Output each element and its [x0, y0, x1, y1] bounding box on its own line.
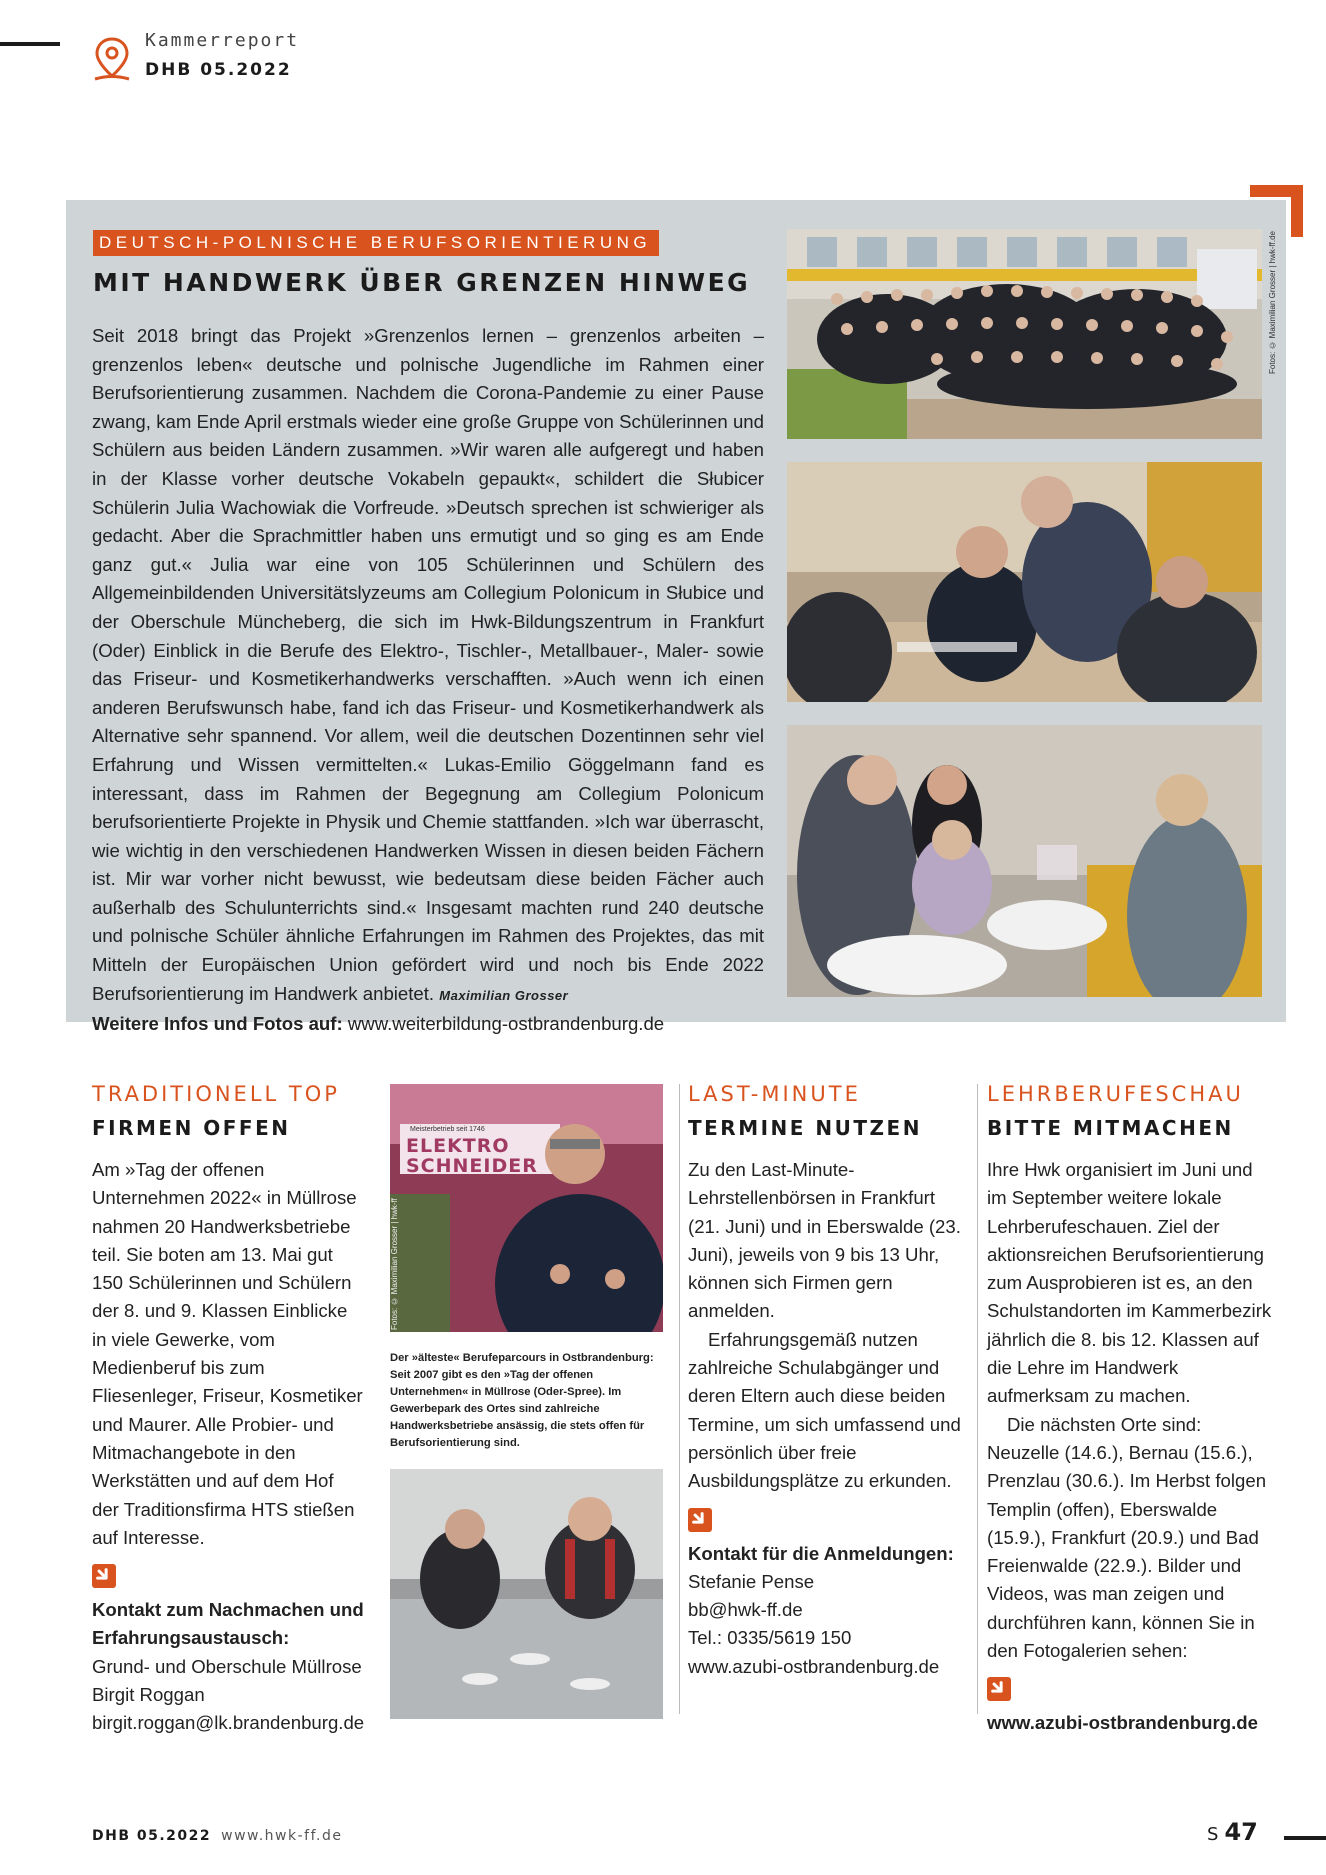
col2-photo-credit: Fotos: © Maximilian Grosser | hwk-ff — [390, 1198, 399, 1330]
col3-kicker: LAST-MINUTE — [688, 1082, 861, 1106]
arrow-right-icon — [688, 1508, 712, 1532]
photo-elektro-schneider — [390, 1084, 663, 1332]
col4-text — [987, 1156, 1277, 1738]
top-left-rule — [0, 42, 60, 46]
page-number-value: 47 — [1224, 1818, 1258, 1846]
footer-left — [92, 1828, 342, 1844]
footer-issue: DHB 05.2022 — [92, 1828, 212, 1844]
location-pin-icon — [92, 36, 132, 82]
column-termine-nutzen — [688, 1082, 970, 1681]
photo-metal-workshop — [390, 1469, 663, 1719]
col3-contact-url[interactable]: www.azubi-ostbrandenburg.de — [688, 1655, 940, 1677]
col2-caption: Der »älteste« Berufeparcours in Ostbrandenburg: Seit 2007 gibt es den »Tag der offenen Unternehmen« in Müllrose (Oder-Spree). Im Gewerbepark des Ortes sind zahlreiche Handwerksbetriebe ansässig, die stets offen für Berufsorientierung sind. — [390, 1352, 654, 1449]
feature-photo-credit: Fotos: © Maximilian Grosser | hwk-ff.de — [1268, 231, 1277, 374]
footer-rule — [1284, 1836, 1326, 1840]
col4-kicker: LEHRBERUFESCHAU — [987, 1082, 1244, 1106]
feature-byline: Maximilian Grosser — [439, 987, 569, 1003]
column-divider — [977, 1084, 978, 1714]
col1-contact-email[interactable]: birgit.roggan@lk.brandenburg.de — [92, 1712, 365, 1734]
page-prefix: S — [1207, 1824, 1219, 1845]
col1-contact-line: Grund- und Oberschule Müllrose — [92, 1655, 362, 1677]
col3-contact-email[interactable]: bb@hwk-ff.de — [688, 1599, 803, 1621]
col1-kicker: TRADITIONELL TOP — [92, 1082, 340, 1106]
header-issue: DHB 05.2022 — [145, 60, 292, 80]
col4-para1: Ihre Hwk organisiert im Juni und im September weitere lokale Lehrberufeschauen. Ziel der aktionsreichen Berufsorientierung zum Ausprobieren ist es, an den Schulstandorten im Kammerbezirk jährlich die 8. bis 12. Klassen auf die Lehre im Handwerk aufmerksam zu machen. — [987, 1159, 1272, 1407]
feature-title: MIT HANDWERK ÜBER GRENZEN HINWEG — [93, 268, 751, 297]
corner-accent-vertical — [1291, 185, 1303, 237]
col1-contact-label: Kontakt zum Nachmachen und Erfahrungsaustausch: — [92, 1599, 364, 1649]
feature-more-link[interactable]: www.weiterbildung-ostbrandenburg.de — [347, 1013, 665, 1035]
col4-title: BITTE MITMACHEN — [987, 1116, 1234, 1140]
column-firmen-offen — [92, 1082, 364, 1738]
feature-more-label: Weitere Infos und Fotos auf: — [92, 1013, 343, 1035]
arrow-right-icon — [92, 1564, 116, 1588]
col3-contact-line: Stefanie Pense — [688, 1570, 815, 1592]
column-bitte-mitmachen — [987, 1082, 1277, 1738]
column-divider — [679, 1084, 680, 1714]
col3-para1: Zu den Last-Minute-Lehrstellenbörsen in Frankfurt (21. Juni) und in Eberswalde (23. Juni), jeweils von 9 bis 13 Uhr, können sich Firmen gern anmelden. — [688, 1159, 961, 1322]
arrow-right-icon — [987, 1677, 1011, 1701]
photo-group — [787, 229, 1262, 439]
feature-body — [92, 322, 764, 1039]
header-kicker: Kammerreport — [145, 30, 300, 51]
col1-title: FIRMEN OFFEN — [92, 1116, 291, 1140]
elektro-sign-small: Meisterbetrieb seit 1746 — [410, 1126, 485, 1133]
col1-body: Am »Tag der offenen Unternehmen 2022« in Müllrose nahmen 20 Handwerksbetriebe teil. Sie boten am 13. Mai gut 150 Schülerinnen und Schülern der 8. und 9. Klassen Einblicke in viele Gewerke, vom Medienberuf bis zum Fliesenleger, Friseur, Kosmetiker und Maurer. Alle Probier- und Mitmachangebote in den Werkstätten und auf dem Hof der Traditionsfirma HTS stießen auf Interesse. — [92, 1159, 363, 1548]
col4-para2: Die nächsten Orte sind: Neuzelle (14.6.), Bernau (15.6.), Prenzlau (30.6.). Im Herbst folgen Templin (offen), Eberswalde (15.9.), Frankfurt (20.9.) und Bad Freienwalde (22.9.). Bilder und Videos, was man zeigen und durchführen kann, können Sie in den Fotogalerien sehen: — [987, 1413, 1267, 1662]
col3-text — [688, 1156, 970, 1681]
col3-para2: Erfahrungsgemäß nutzen zahlreiche Schulabgänger und deren Eltern auch diese beiden Termine, um sich umfassend und persönlich über freie Ausbildungsplätze zu erkunden. — [688, 1328, 961, 1492]
page-number — [1207, 1818, 1258, 1846]
col1-text — [92, 1156, 364, 1738]
col3-title: TERMINE NUTZEN — [688, 1116, 922, 1140]
footer-url[interactable]: www.hwk-ff.de — [221, 1828, 343, 1844]
col3-contact-phone: Tel.: 0335/5619 150 — [688, 1627, 852, 1649]
col1-contact-line: Birgit Roggan — [92, 1684, 205, 1706]
photo-salon — [787, 725, 1262, 997]
col4-link[interactable]: www.azubi-ostbrandenburg.de — [987, 1712, 1258, 1734]
photo-workshop — [787, 462, 1262, 702]
col3-contact-label: Kontakt für die Anmeldungen: — [688, 1542, 954, 1564]
elektro-sign: ELEKTRO SCHNEIDER — [406, 1135, 538, 1177]
feature-tag: DEUTSCH-POLNISCHE BERUFSORIENTIERUNG — [93, 230, 659, 256]
feature-body-text: Seit 2018 bringt das Projekt »Grenzenlos lernen – grenzenlos arbeiten – grenzenlos leben« deutsche und polnische Jugendliche im Rahmen einer Berufsorientierung zusammen. Nachdem die Corona-Pandemie zu einer Pause zwang, kam Ende April erstmals wieder eine große Gruppe von Schülerinnen und Schülern aus beiden Ländern zusammen. »Wir waren alle aufgeregt und haben in der Klasse vorher deutsche Vokabeln gepaukt«, schildert die Słubicer Schülerin Julia Wachowiak die Vorfreude. »Deutsch sprechen ist schwieriger als gedacht. Aber die Sprachmittler haben uns ermutigt und so ging es am Ende ganz gut.« Julia war eine von 105 Schülerinnen und Schülern des Allgemeinbildenden Universitätslyzeums am Collegium Polonicum in Słubice und der Oberschule Müncheberg, die sich im Hwk-Bildungszentrum in Frankfurt (Oder) Einblick in die Berufe des Elektro-, Tischler-, Metallbauer-, Maler- sowie das Friseur- und Kosmetikerhandwerks verschafften. »Auch wenn ich einen anderen Berufswunsch habe, fand ich das Friseur- und Kosmetikerhandwerk als Alternative sehr spannend. Vor allem, weil die deutschen Dozentinnen sehr viel Erfahrung und Wissen vermittelten.« Lukas-Emilio Göggelmann fand es interessant, dass im Rahmen der Begegnung am Collegium Polonicum berufsorientierte Projekte in Physik und Chemie stattfanden. »Ich war überrascht, wie wichtig in den verschiedenen Handwerken Wissen in diesen beiden Fächern ist. Mir war vorher nicht bewusst, wie bedeutsam diese beiden Fächer auch außerhalb des Schulunterrichts sind.« Insgesamt machten rund 240 deutsche und polnische Schüler ähnliche Erfahrungen im Rahmen des Projektes, das mit Mitteln der Europäischen Union gefördert wird und noch bis Ende 2022 Berufsorientierung im Handwerk anbietet. — [92, 325, 764, 1004]
